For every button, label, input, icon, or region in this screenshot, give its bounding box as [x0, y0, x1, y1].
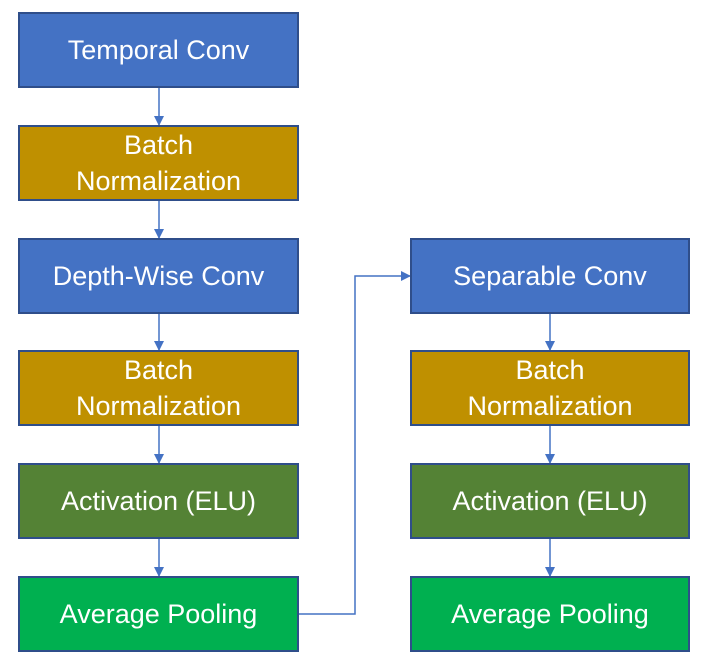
- batch-normalization-block-2: Batch Normalization: [18, 350, 299, 426]
- temporal-conv-block: Temporal Conv: [18, 12, 299, 88]
- activation-elu-block-2: Activation (ELU): [410, 463, 690, 539]
- separable-conv-block: Separable Conv: [410, 238, 690, 314]
- arrow-pooling-to-separable: [299, 276, 410, 614]
- batch-normalization-block-3: Batch Normalization: [410, 350, 690, 426]
- depth-wise-conv-block: Depth-Wise Conv: [18, 238, 299, 314]
- average-pooling-block-2: Average Pooling: [410, 576, 690, 652]
- average-pooling-block-1: Average Pooling: [18, 576, 299, 652]
- activation-elu-block-1: Activation (ELU): [18, 463, 299, 539]
- batch-normalization-block-1: Batch Normalization: [18, 125, 299, 201]
